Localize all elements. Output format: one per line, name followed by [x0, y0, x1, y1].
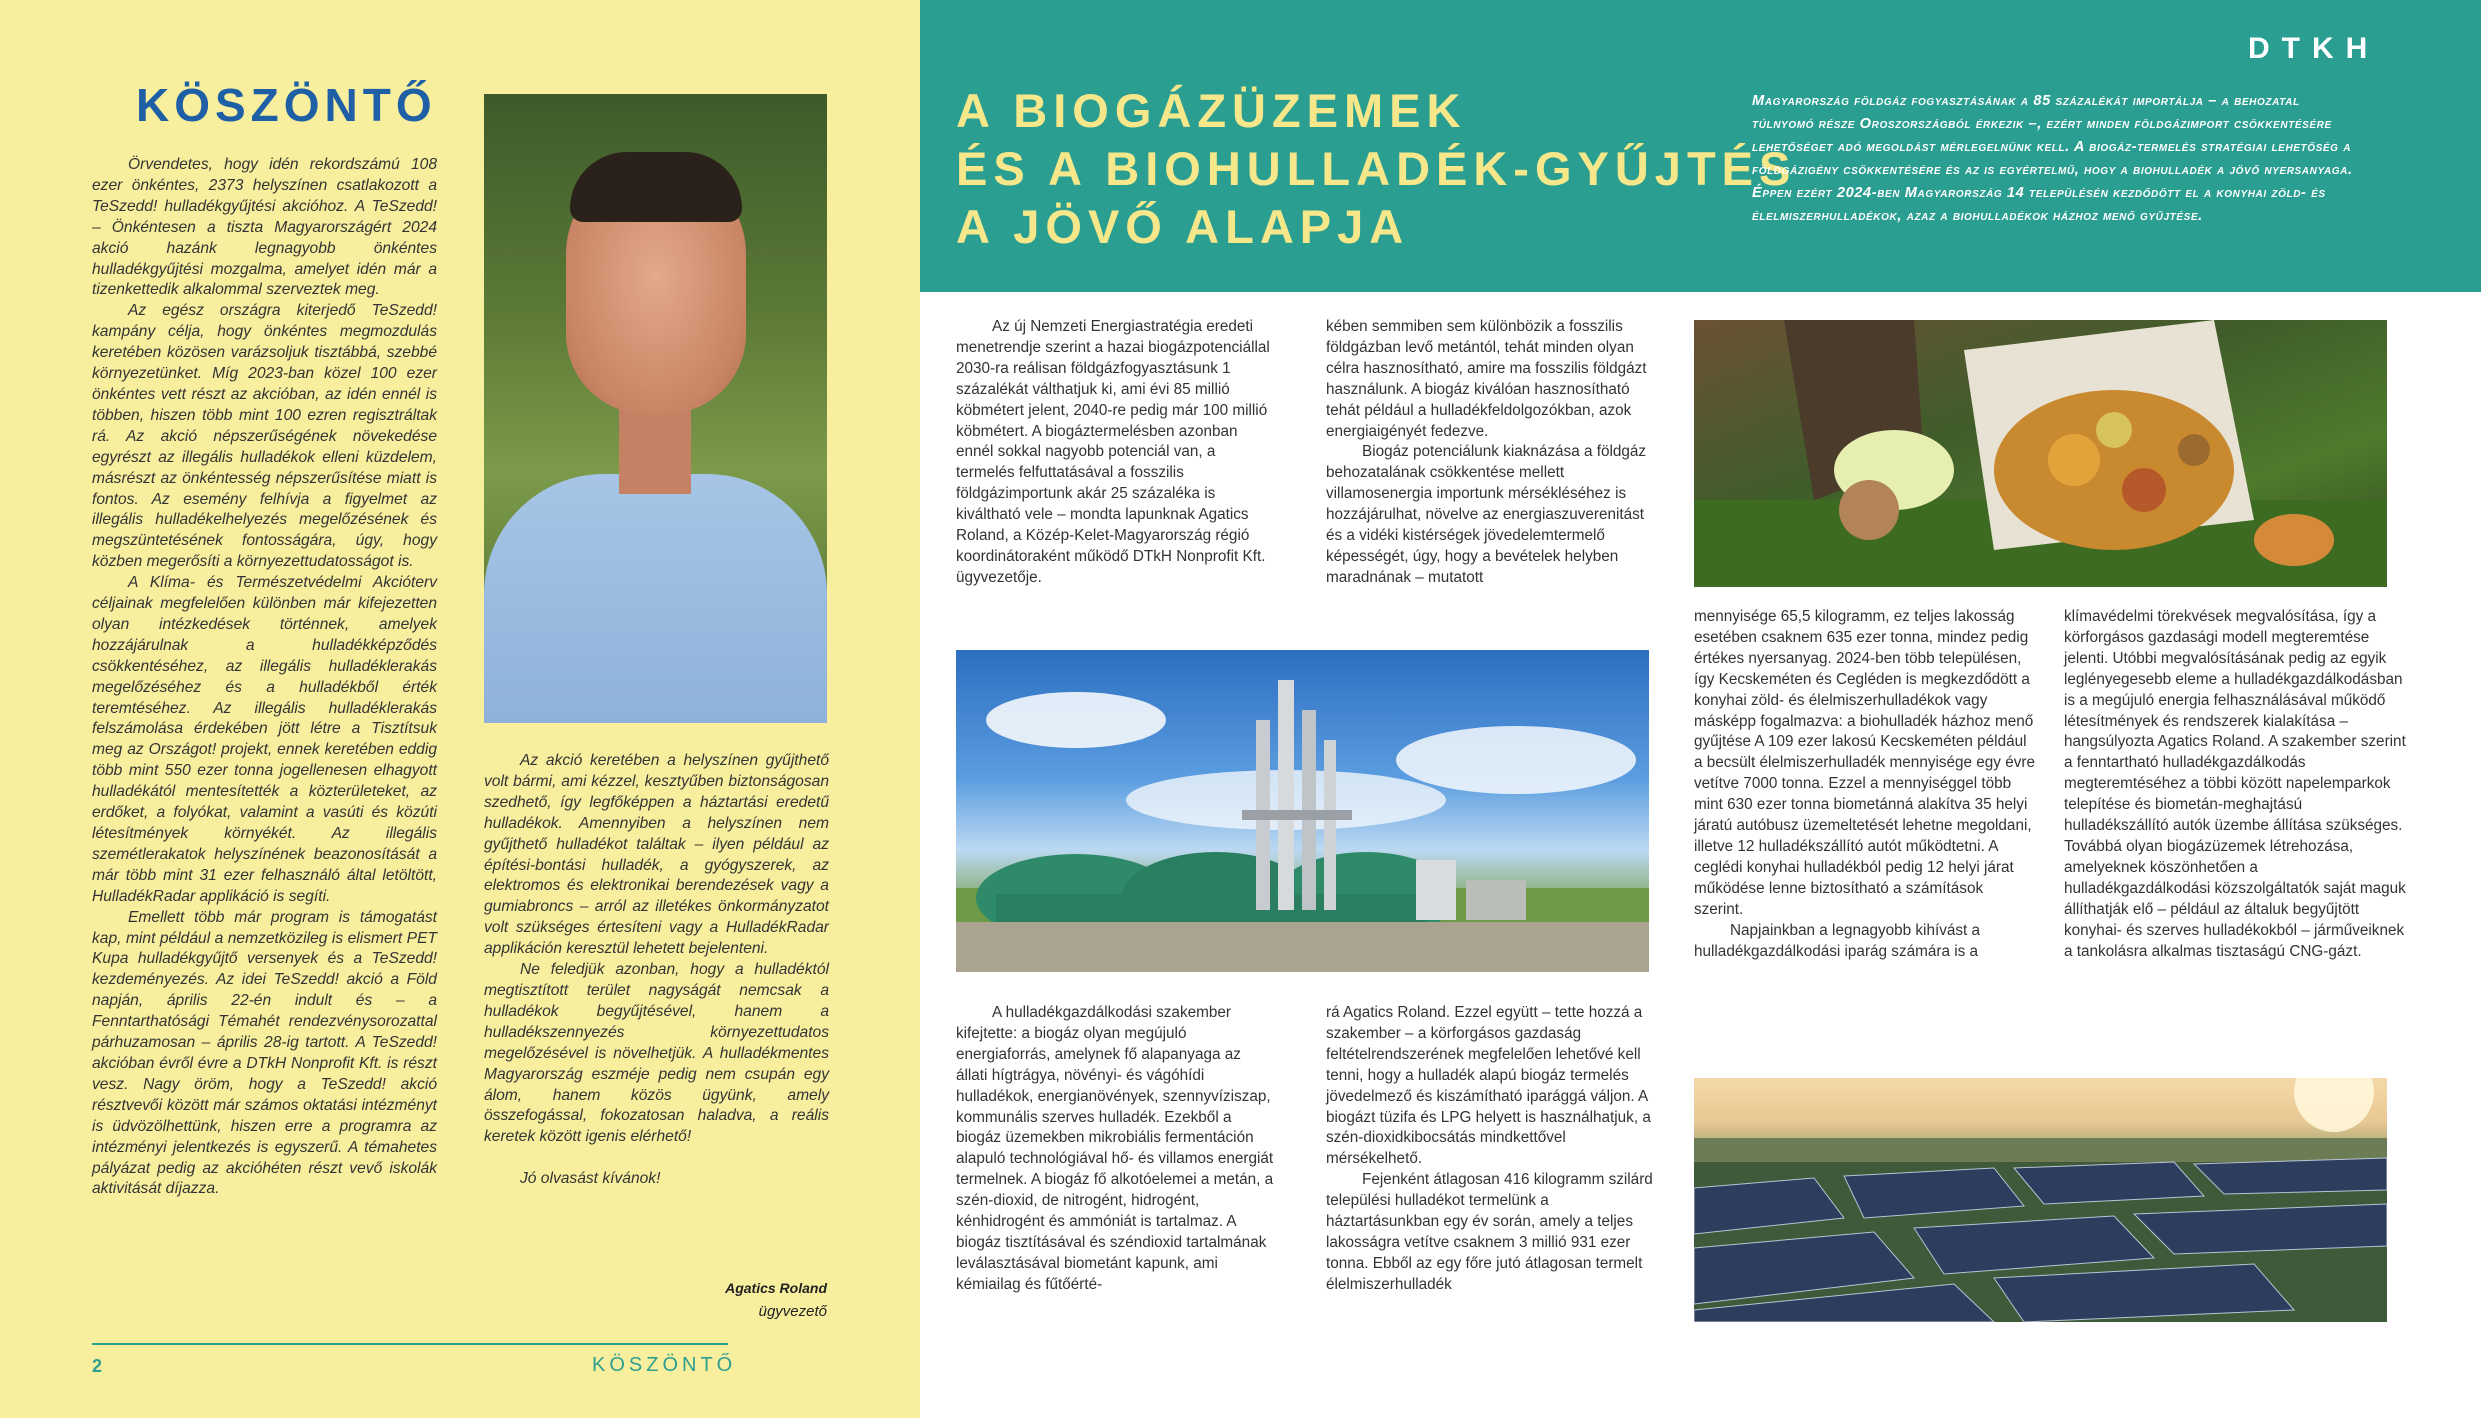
solar-park-photo [1694, 1078, 2387, 1322]
biogas-plant-photo [956, 650, 1649, 972]
food-waste-illustration [1694, 320, 2387, 587]
article-paragraph: klímavédelmi törekvések megvalósítása, így a körforgásos gazdasági modell megteremtése jelenti. Utóbbi megvalósításának pedig az egyik leglényegesebb eleme a hulladékgazdálkodásban is a megújuló energia felhasználásával működő létesítmények és rendszerek kialakítása – hangsúlyozta Agatics Roland. A szakember szerint a fenntartható hulladékgazdálkodás megteremtéséhez a többi között napelemparkok telepítése és biometán-meghajtású hulladékszállító autók üzembe állítása szükséges. Továbbá olyan biogázüzemek létrehozása, amelyeknek köszönhetően a hulladékgazdálkodási közszolgáltatók saját maguk állíthatják elő – például az általuk begyűjtött konyhai- és szerves hulladékokból – járműveiknek a tankolásra alkalmas tisztaságú CNG-gázt. [2064, 608, 2406, 960]
article-column-c2 [2064, 607, 2406, 962]
page-title: KÖSZÖNTŐ [136, 79, 437, 131]
editorial-paragraph: Az egész országra kiterjedő TeSzedd! kampány célja, hogy önkéntes megmozdulás keretében közösen varázsoljuk tisztábbá, szebbé környezetünket. Míg 2023-ban közel 100 ezer önkéntes vett részt az akcióban, az idén ennél is többen, hiszen több mint 100 ezren regisztráltak rá. Az akció népszerűségének növekedése egyrészt az illegális hulladékok elleni küzdelem, másrészt az önkéntesség népszerűsítése miatt is fontos. Az esemény felhívja a figyelmet az illegális hulladékelhelyezés megelőzésének és megszüntetésének fontosságára, úgy, hogy közben megerősíti a környezettudatosságot is. [92, 302, 437, 571]
article-column-a2 [1326, 317, 1656, 589]
article-paragraph: kében semmiben sem különbözik a fosszilis földgázban levő metántól, tehát minden olyan célra hasznosítható, amire ma fosszilis földgázt használunk. A biogáz kiválóan hasznosítható tehát például a hulladékfeldolgozókban, azok energiaigényét fedezve. [1326, 318, 1647, 440]
article-lead: Magyarország földgáz fogyasztásának a 85 százalékát importálja – a behozatal túlnyomó része Oroszországból érkezik –, ezért minden földgázimport csökkentésére lehetőséget adó megoldást mérlegelnünk kell. A biogáz-termelés stratégiai lehetőség a földgázigény csökkentésére és az is egyértelmű, hogy a biohulladék a jövő nyersanyaga. Éppen ezért 2024-ben Magyarország 14 településén kezdődött el a konyhai zöld- és élelmiszerhulladékok, azaz a biohulladékok házhoz menő gyűjtése. [1752, 93, 2353, 224]
biogas-plant-illustration [956, 650, 1649, 972]
editorial-paragraph: Örvendetes, hogy idén rekordszámú 108 ezer önkéntes, 2373 helyszínen csatlakozott a TeSzedd! hulladékgyűjtési akcióhoz. A TeSzedd! – Önkéntesen a tiszta Magyarországért 2024 akció hazánk legnagyobb önkéntes hulladékgyűjtési mozgalma, amelyet idén már a tizenkettedik alkalommal szerveztek meg. [92, 156, 437, 299]
editorial-paragraph: Az akció keretében a helyszínen gyűjthető volt bármi, ami kézzel, kesztyűben biztonságosan szedhető, így legfőképpen a háztartási eredetű hulladékok. Amennyiben a helyszínen nem gyűjthető hulladékot találtak – ilyen például az építési-bontási hulladék, a gyógyszerek, az elektromos és elektronikai berendezések vagy a gumiabroncs – arról az illetékes önkormányzatot volt szükséges értesíteni vagy a HulladékRadar applikáción keresztül lehetett bejelenteni. [484, 752, 829, 958]
article-paragraph: mennyisége 65,5 kilogramm, ez teljes lakosság esetében csaknem 635 ezer tonna, mindez pedig értékes nyersanyag. 2024-ben több településen, így Kecskeméten és Cegléden is megkezdődött a konyhai zöld- és élelmiszerhulladékok vagy másképp fogalmazva: a biohulladék házhoz menő gyűjtése A 109 ezer lakosú Kecskeméten például a becsült élelmiszerhulladék mennyisége egy évre vetítve 7000 tonna. Ezzel a mennyiséggel több mint 630 ezer tonna biometánná alakítva 35 helyi járatú autóbusz üzemeltetését lehetne megoldani, illetve 12 hulladékszállító autót működtetni. A ceglédi konyhai hulladékból pedig 12 helyi járat működése lenne biztosítható a számítások szerint. [1694, 608, 2035, 918]
editorial-closing: Jó olvasást kívánok! [520, 1170, 661, 1188]
page-number: 2 [92, 1356, 103, 1376]
headline-line: A JÖVŐ ALAPJA [956, 200, 1410, 253]
editorial-paragraph: A Klíma- és Természetvédelmi Akcióterv céljainak megfelelően különben már kifejezetten olyan intézkedések történnek, amelyek hozzájárulnak a hulladékképződés csökkentéséhez, az illegális hulladéklerakás megelőzéséhez és a hulladékből érték teremtéséhez. Az illegális hulladéklerakás felszámolása érdekében jött létre a Tisztítsuk meg az Országot! projekt, ennek keretében eddig több mint 550 ezer tonna jogellenesen elhagyott hulladékától mentesítették a közterületeket, az erdőket, a folyókat, valamint a vasúti és közúti létesítmények környékét. Az illegális szemétlerakatok helyszínének beazonosítását a már több mint 31 ezer felhasználó által letöltött, HulladékRadar applikáció is segíti. [92, 574, 437, 905]
footer-divider [92, 1343, 728, 1345]
signature-name: Agatics Roland [725, 1280, 827, 1296]
article-column-a1 [956, 317, 1276, 589]
solar-park-illustration [1694, 1078, 2387, 1322]
section-label: KÖSZÖNTŐ [592, 1354, 737, 1376]
article-column-c1 [1694, 607, 2036, 962]
editorial-column-2 [484, 751, 829, 1190]
author-portrait-photo [484, 94, 827, 723]
article-paragraph: Fejenként átlagosan 416 kilogramm szilárd települési hulladékot termelünk a háztartásunkban egy év során, amely a teljes lakosságra vetítve csaknem 3 millió 931 ezer tonna. Ebből az egy főre jutó átlagosan termelt élelmiszerhulladék [1326, 1171, 1653, 1293]
editorial-paragraph: Ne feledjük azonban, hogy a hulladéktól megtisztított terület nagyságát nemcsak a hulladékok begyűjtésével, hanem a hulladékszennyezés környezettudatos megelőzésével is növelhetjük. A hulladékmentes Magyarország eszméje pedig nem csupán egy álom, hanem közös ügyünk, amely összefogással, fokozatosan haladva, a reális keretek között igenis elérhető! [484, 961, 829, 1146]
headline-line: ÉS A BIOHULLADÉK-GYŰJTÉS [956, 142, 1797, 195]
food-waste-photo [1694, 320, 2387, 587]
article-column-b2 [1326, 1003, 1656, 1296]
editorial-paragraph: Emellett több már program is támogatást kap, mint például a nemzetközileg is elismert PET Kupa hulladékgyűjtő versenyek és a TeSzedd! kezdeményezés. Az idei TeSzedd! akció a Föld napján, április 22-én indult és – a Fenntarthatósági Témahét rendezvénysorozattal párhuzamosan – április 28-ig tartott. A TeSzedd! akcióban évről évre a DTkH Nonprofit Kft. is részt vesz. Nagy öröm, hogy a TeSzedd! akció résztvevői között már számos oktatási intézményt is üdvözölhettünk, hiszen erre a programra az intézményi jelentkezés is egyszerű. A témahetes pályázat pedig az akcióhéten részt vevő iskolák aktivitását díjazza. [92, 908, 437, 1198]
article-paragraph: A hulladékgazdálkodási szakember kifejtette: a biogáz olyan megújuló energiaforrás, amelynek fő alapanyaga az állati hígtrágya, növényi- és vágóhídi hulladékok, energianövények, szennyvíziszap, kommunális szerves hulladék. Ezekből a biogáz üzemekben mikrobiális fermentáción alapuló technológiával hő- és villamos energiát termelnek. A biogáz fő alkotóelemei a metán, a szén-dioxid, de nitrogént, hidrogént, kénhidrogént és ammóniát is tartalmaz. A biogáz tisztításával és széndioxid tartalmának leválasztásával biometánt kapunk, ami kémiailag és fűtőérté- [956, 1004, 1274, 1293]
article-paragraph: Az új Nemzeti Energiastratégia eredeti menetrendje szerint a hazai biogázpotenciállal 2030-ra reálisan földgázfogyasztásunk 1 százalékát válthatjuk ki, ami évi 85 millió köbmétert jelent, 2040-re pedig már 100 millió köbmétert. A biogáztermelésben azonban ennél sokkal nagyobb potenciál van, a termelés felfuttatásával a fosszilis földgázimportunk akár 25 százaléka is kiváltható vele – mondta lapunknak Agatics Roland, a Közép-Kelet-Magyarország régió koordinátoraként működő DTkH Nonprofit Kft. ügyvezetője. [956, 318, 1270, 586]
headline-line: A BIOGÁZÜZEMEK [956, 84, 1467, 137]
article-paragraph: Napjainkban a legnagyobb kihívást a hulladékgazdálkodási iparág számára is a [1694, 921, 1981, 960]
signature-role: ügyvezető [758, 1303, 827, 1320]
article-column-b1 [956, 1003, 1276, 1296]
article-paragraph: rá Agatics Roland. Ezzel együtt – tette hozzá a szakember – a körforgásos gazdaság feltételrendszerének megfelelően lehetővé kell tenni, hogy a hulladék alapú biogáz termelés jövedelmező és kiszámítható iparággá váljon. A biogázt tüzifa és LPG helyett is használhatjuk, a szén-dioxidkibocsátás mindkettővel mérsékelhető. [1326, 1004, 1651, 1168]
article-headline [956, 82, 1797, 256]
portrait-hair [570, 152, 742, 222]
portrait-shirt [484, 474, 827, 723]
editorial-column-1 [92, 155, 437, 1200]
dtkh-logo: DTKH [2248, 32, 2380, 65]
article-paragraph: Biogáz potenciálunk kiaknázása a földgáz behozatalának csökkentése mellett villamosenergia importunk mérsékléséhez is hozzájárulhat, növelve az energiaszuverenitást és a vidéki kistérségek jövedelemtermelő képességét, úgy, hogy a bevételek helyben maradnának – mutatott [1326, 443, 1647, 586]
